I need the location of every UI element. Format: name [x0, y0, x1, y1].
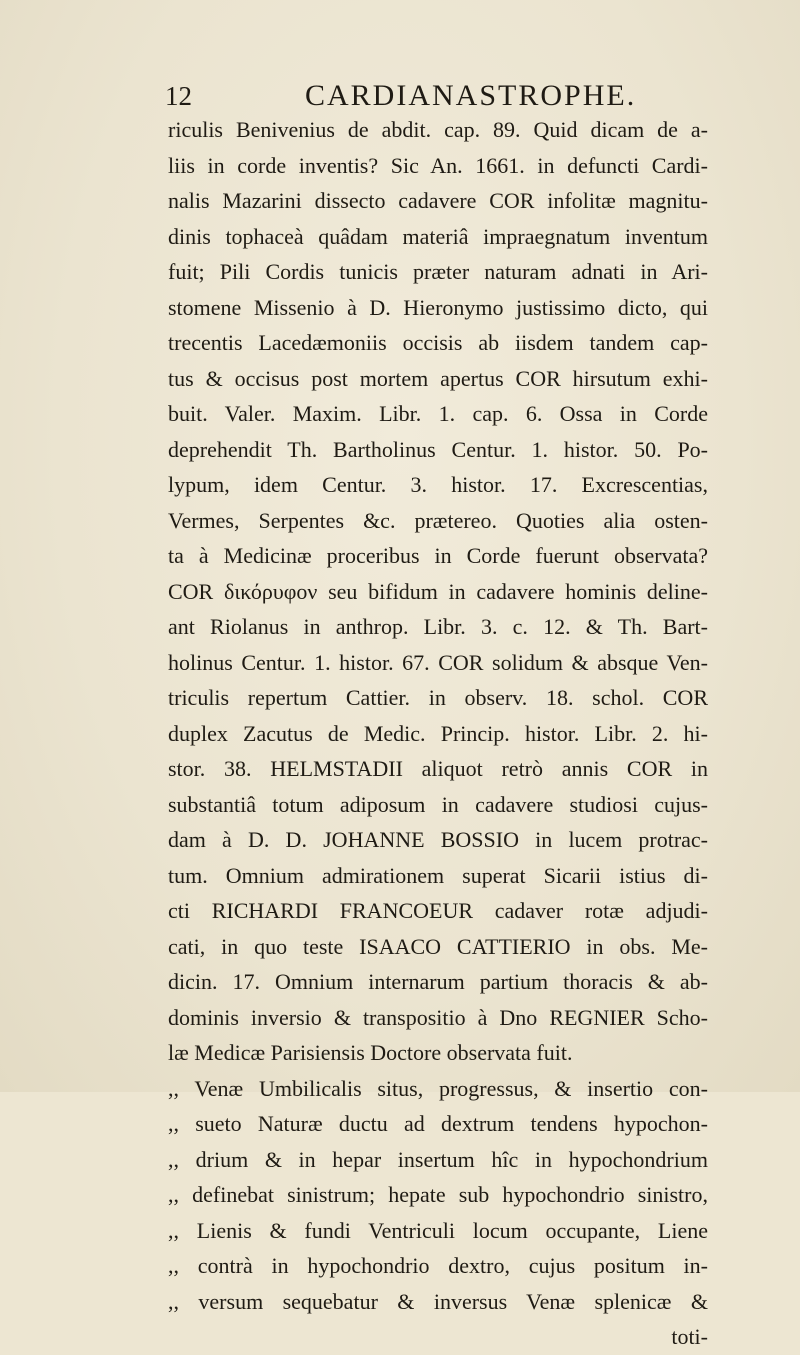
quoted-line: ,, definebat sinistrum; hepate sub hypochondrio sinistro,: [168, 1182, 708, 1207]
text-line: duplex Zacutus de Medic. Princip. histor. Libr. 2. hi-: [168, 720, 708, 746]
quoted-line: ,, Venæ Umbilicalis situs, progressus, & insertio con-: [168, 1075, 708, 1101]
text-line: riculis Benivenius de abdit. cap. 89. Quid dicam de a-: [168, 117, 708, 142]
text-line: cati, in quo teste ISAACO CATTIERIO in obs. Me-: [168, 933, 708, 959]
running-title: CARDIANASTROPHE.: [305, 79, 637, 112]
text-line: fuit; Pili Cordis tunicis præter naturam adnati in Ari-: [168, 259, 708, 284]
text-line: ta à Medicinæ proceribus in Corde fuerunt observata?: [168, 543, 708, 568]
quoted-line: ,, drium & in hepar insertum hîc in hypochondrium: [168, 1146, 708, 1172]
text-line: lypum, idem Centur. 3. histor. 17. Excrescentias,: [168, 472, 708, 497]
quoted-line: ,, versum sequebatur & inversus Venæ splenicæ &: [168, 1288, 708, 1314]
text-line: stor. 38. HELMSTADII aliquot retrò annis COR in: [168, 756, 708, 781]
text-line: dam à D. D. JOHANNE BOSSIO in lucem protrac-: [168, 827, 708, 852]
text-line: buit. Valer. Maxim. Libr. 1. cap. 6. Ossa in Corde: [168, 401, 708, 426]
text-line: cti RICHARDI FRANCOEUR cadaver rotæ adjudi-: [168, 898, 708, 923]
text-line: dominis inversio & transpositio à Dno REGNIER Scho-: [168, 1004, 708, 1030]
text-line: læ Medicæ Parisiensis Doctore observata fuit.: [168, 1040, 573, 1065]
quoted-line: ,, contrà in hypochondrio dextro, cujus positum in-: [168, 1253, 708, 1278]
catchword: toti-: [671, 1324, 708, 1349]
text-line: holinus Centur. 1. histor. 67. COR solidum & absque Ven-: [168, 649, 708, 675]
text-line: Vermes, Serpentes &c. prætereo. Quoties alia osten-: [168, 507, 708, 533]
text-line: tum. Omnium admirationem superat Sicarii istius di-: [168, 862, 708, 888]
text-line: trecentis Lacedæmoniis occisis ab iisdem tandem cap-: [168, 330, 708, 355]
page-header: [165, 78, 705, 114]
text-line: substantiâ totum adiposum in cadavere studiosi cujus-: [168, 791, 708, 817]
body-text: [168, 112, 708, 1355]
text-line: ant Riolanus in anthrop. Libr. 3. c. 12. & Th. Bart-: [168, 614, 708, 639]
quoted-line: ,, Lienis & fundi Ventriculi locum occupante, Liene: [168, 1217, 708, 1243]
text-line: dinis tophaceà quâdam materiâ impraegnatum inventum: [168, 223, 708, 249]
text-line: tus & occisus post mortem apertus COR hirsutum exhi-: [168, 365, 708, 391]
text-line: liis in corde inventis? Sic An. 1661. in defuncti Cardi-: [168, 152, 708, 178]
text-line: deprehendit Th. Bartholinus Centur. 1. histor. 50. Po-: [168, 436, 708, 462]
text-line: dicin. 17. Omnium internarum partium thoracis & ab-: [168, 969, 708, 994]
text-line: stomene Missenio à D. Hieronymo justissimo dicto, qui: [168, 294, 708, 320]
quoted-line: ,, sueto Naturæ ductu ad dextrum tendens hypochon-: [168, 1111, 708, 1136]
text-line: triculis repertum Cattier. in observ. 18. schol. COR: [168, 685, 708, 710]
page-number: 12: [165, 81, 192, 111]
text-line: nalis Mazarini dissecto cadavere COR infolitæ magnitu-: [168, 188, 708, 213]
text-line: COR δικόρυφον seu bifidum in cadavere hominis deline-: [168, 578, 708, 604]
